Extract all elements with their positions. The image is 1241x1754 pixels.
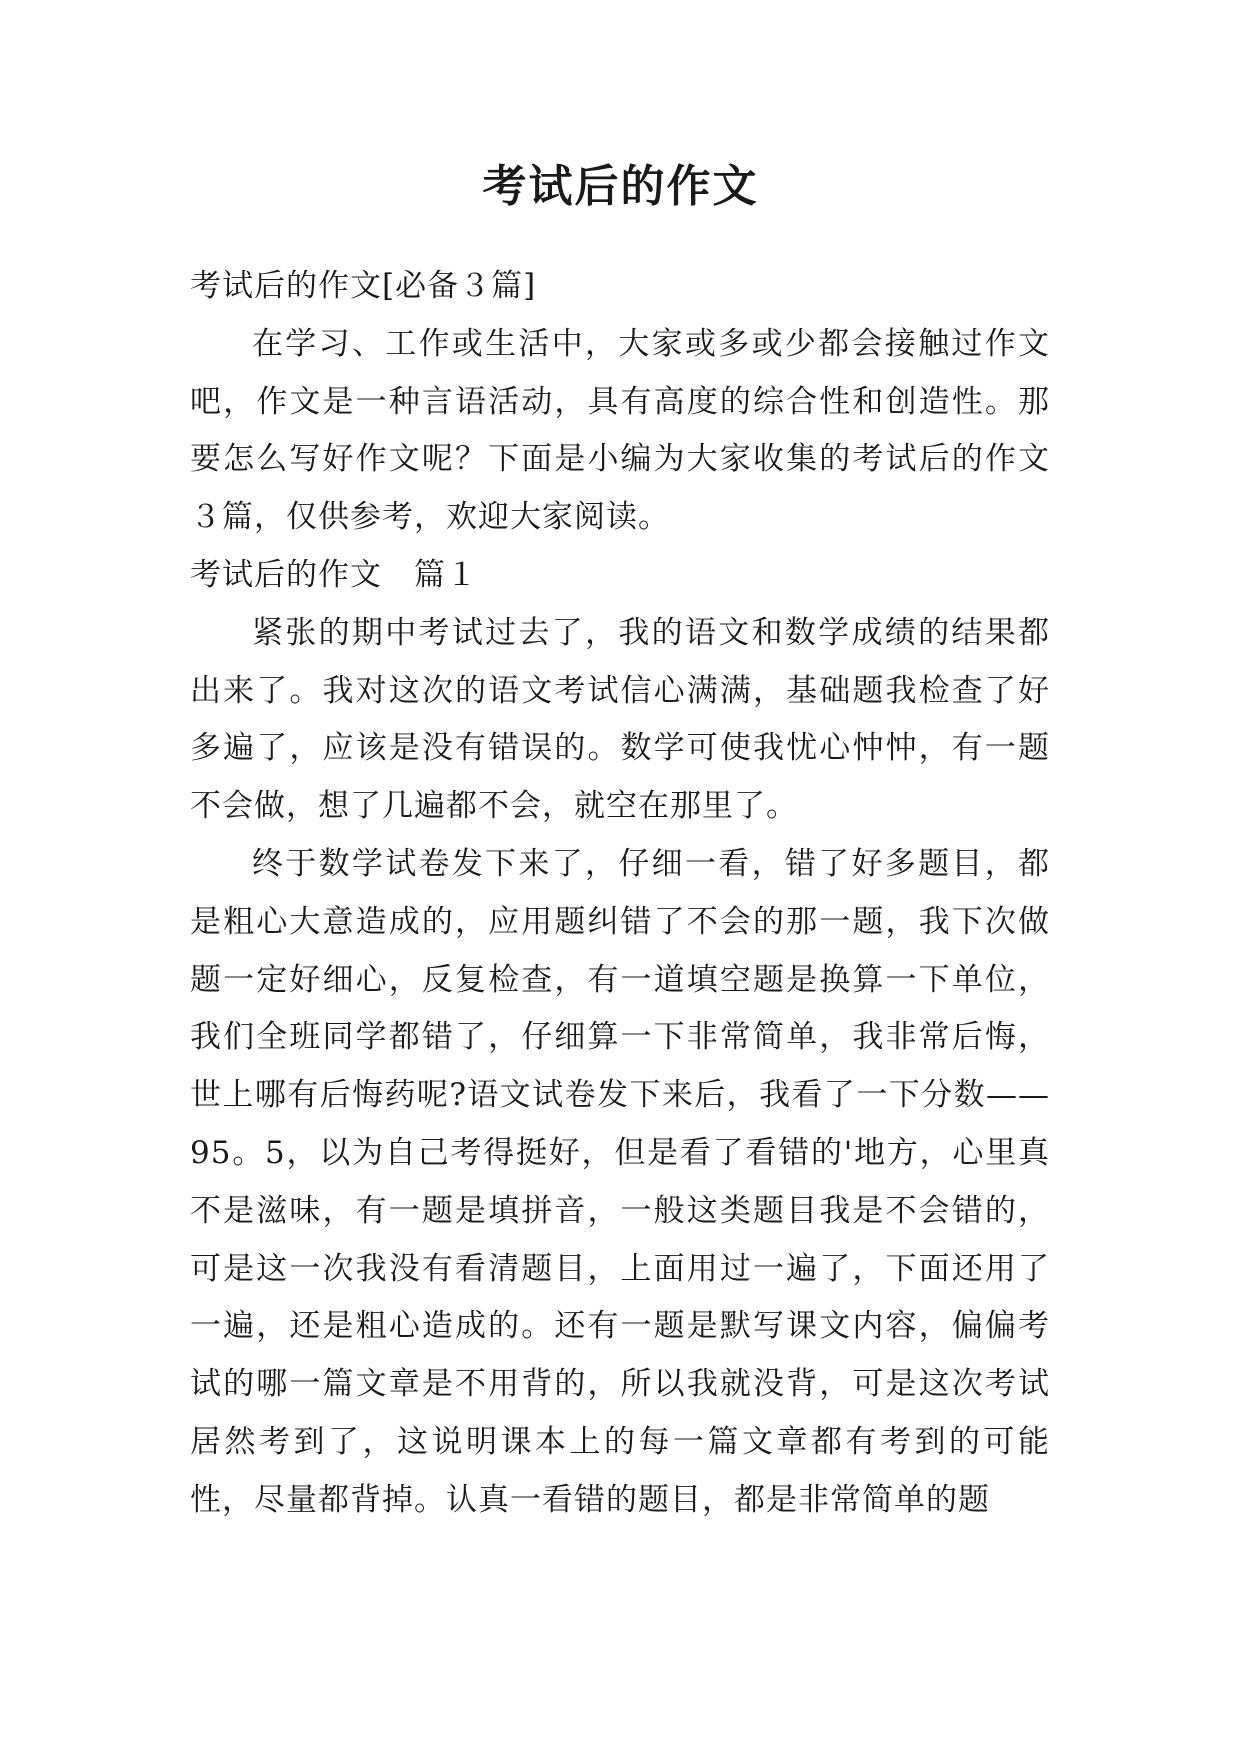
document-title: 考试后的作文 <box>482 161 759 212</box>
intro-paragraph: 在学习、工作或生活中，大家或多或少都会接触过作文吧，作文是一种言语活动，具有高度的综合性和创造性。那要怎么写好作文呢？下面是小编为大家收集的考试后的作文３篇，仅供参考，欢迎大家阅读。 <box>190 325 1050 536</box>
section-heading: 考试后的作文 篇１ <box>190 556 478 593</box>
document-body <box>190 258 1050 1530</box>
essay-paragraph: 终于数学试卷发下来了，仔细一看，错了好多题目，都是粗心大意造成的，应用题纠错了不会的那一题，我下次做题一定好细心，反复检查，有一道填空题是换算一下单位，我们全班同学都错了，仔细算一下非常简单，我非常后悔，世上哪有后悔药呢?语文试卷发下来后，我看了一下分数——95。5，以为自己考得挺好，但是看了看错的'地方，心里真不是滋味，有一题是填拼音，一般这类题目我是不会错的，可是这一次我没有看清题目，上面用过一遍了，下面还用了一遍，还是粗心造成的。还有一题是默写课文内容，偏偏考试的哪一篇文章是不用背的，所以我就没背，可是这次考试居然考到了，这说明课本上的每一篇文章都有考到的可能性，尽量都背掉。认真一看错的题目，都是非常简单的题 <box>190 845 1050 1518</box>
essay-paragraph: 紧张的期中考试过去了，我的语文和数学成绩的结果都出来了。我对这次的语文考试信心满满，基础题我检查了好多遍了，应该是没有错误的。数学可使我忧心忡忡，有一题不会做，想了几遍都不会，就空在那里了。 <box>190 614 1050 825</box>
document-subtitle: 考试后的作文[必备３篇] <box>190 268 537 304</box>
